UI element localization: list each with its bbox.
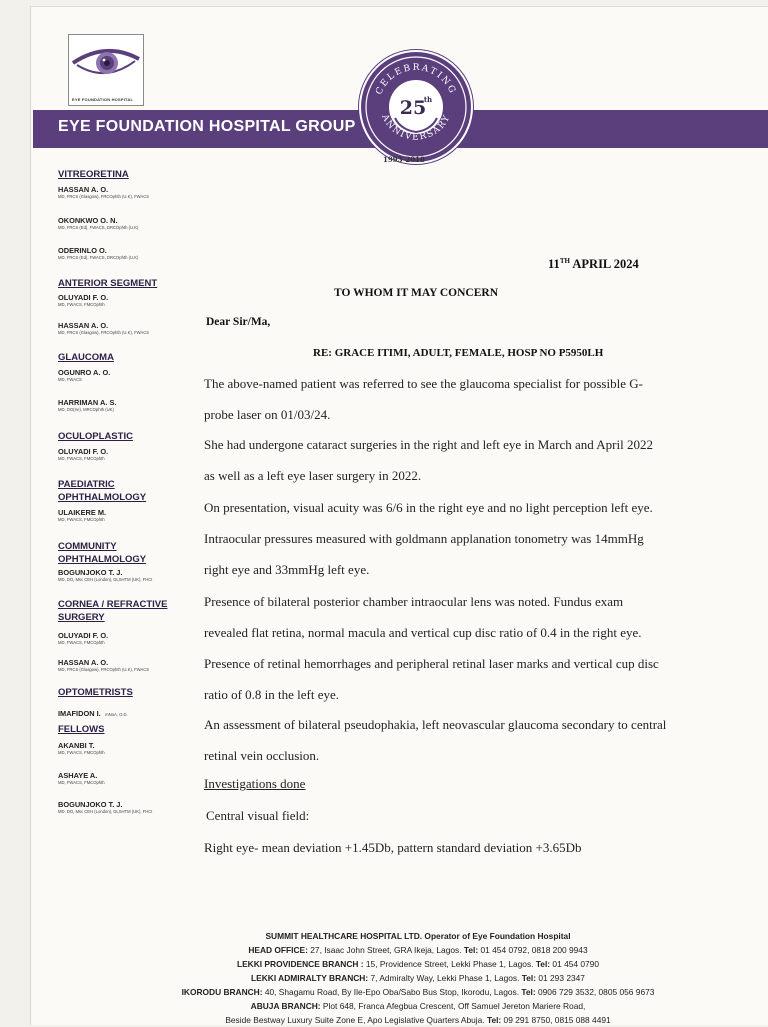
hospital-logo bbox=[68, 34, 144, 106]
footer-abuja: ABUJA BRANCH: Plot 648, Franca Afegbua Crescent, Off Samuel Jereton Mariere Road, bbox=[250, 1001, 586, 1011]
doctor-qualifications: MD, FWACS, FMCOphth bbox=[58, 780, 105, 785]
seal-bottom-text: ANNIVERSARY bbox=[379, 112, 453, 143]
date-month-year: APRIL 2024 bbox=[569, 257, 639, 272]
eye-logo-icon bbox=[71, 41, 141, 85]
group-title: EYE FOUNDATION HOSPITAL GROUP bbox=[58, 118, 356, 135]
salutation: Dear Sir/Ma, bbox=[206, 316, 271, 328]
section-anterior-segment: ANTERIOR SEGMENT bbox=[58, 278, 158, 289]
doctor-name: BOGUNJOKO T. J. bbox=[58, 568, 123, 577]
doctor-qualifications: MD, FRCS (Ed), FWACS, DRCOphth (U.K) bbox=[58, 255, 139, 260]
section-community: COMMUNITY bbox=[58, 541, 117, 552]
doctor-qualifications: MD, FWACS, FMCOphth bbox=[58, 302, 105, 307]
doctor-name: OLUYADI F. O. bbox=[58, 293, 109, 302]
to-whom-heading: TO WHOM IT MAY CONCERN bbox=[334, 287, 499, 299]
investigations-heading: Investigations done bbox=[204, 776, 306, 791]
doctor-name: AKANBI T. bbox=[58, 741, 95, 750]
doctor-name: HARRIMAN A. S. bbox=[58, 398, 117, 407]
footer-head-office: HEAD OFFICE: 27, Isaac John Street, GRA Ikeja, Lagos. Tel: 01 454 0792, 0818 200 9943 bbox=[248, 945, 588, 955]
subject-line: RE: GRACE ITIMI, ADULT, FEMALE, HOSP NO P5950LH bbox=[313, 347, 604, 359]
doctor-name: ODERINLO O. bbox=[58, 246, 107, 255]
doctor-qualifications: MD, FRCS (Ed), FWACS, DRCOphth (U.K) bbox=[58, 225, 139, 230]
doctor-name: ASHAYE A. bbox=[58, 771, 98, 780]
doctor-name: BOGUNJOKO T. J. bbox=[58, 800, 123, 809]
date-day: 11 bbox=[548, 257, 560, 272]
seal-number: 25 bbox=[399, 97, 427, 119]
section-cornea-2: SURGERY bbox=[58, 612, 105, 623]
section-community-2: OPHTHALMOLOGY bbox=[58, 554, 147, 565]
doctor-name: HASSAN A. O. bbox=[58, 185, 109, 194]
laurel-seal-icon bbox=[361, 52, 471, 162]
doctor-name: OLUYADI F. O. bbox=[58, 631, 109, 640]
paragraph-history: She had undergone cataract surgeries in the right and left eye in March and April 2022 as well as a left eye laser surgery in 2022. bbox=[204, 437, 653, 483]
paragraph-referral: The above-named patient was referred to see the glaucoma specialist for possible G- probe laser on 01/03/24. bbox=[204, 376, 643, 422]
section-paediatric: PAEDIATRIC bbox=[58, 479, 115, 490]
section-paediatric-2: OPHTHALMOLOGY bbox=[58, 492, 147, 503]
doctor-qualifications: MD, FWACS bbox=[58, 377, 82, 382]
paragraph-visual-acuity: On presentation, visual acuity was 6/6 in the right eye and no light perception left eye. bbox=[204, 500, 653, 515]
doctor-qualifications: MD, FRCS (Glasgow), FRCOphth (U.K), FWACS bbox=[58, 667, 150, 672]
doctor-qualifications: MD. DO, Msc CEH (London), DLSHTM (UK), FHCI bbox=[58, 809, 153, 814]
doctor-qualifications: MD, DO(Ire), MRCOphth (UK) bbox=[58, 407, 114, 412]
right-eye-result: Right eye- mean deviation +1.45Db, pattern standard deviation +3.65Db bbox=[204, 840, 582, 855]
paragraph-pressures: Intraocular pressures measured with goldmann applanation tonometry was 14mmHg right eye and 33mmHg left eye. bbox=[204, 531, 644, 577]
doctor-qualifications: mNoA, O.D. bbox=[105, 712, 128, 717]
doctor-name: HASSAN A. O. bbox=[58, 321, 109, 330]
doctor-name: ULAIKERE M. bbox=[58, 508, 107, 517]
doctor-qualifications: MD, FWACS, FMCOphth bbox=[58, 517, 105, 522]
doctor-name: OGUNRO A. O. bbox=[58, 368, 111, 377]
anniversary-seal bbox=[359, 50, 473, 164]
footer-lekki-admiralty: LEKKI ADMIRALTY BRANCH: 7, Admiralty Way, Lekki Phase 1, Lagos. Tel: 01 293 2347 bbox=[251, 973, 585, 983]
footer-addresses bbox=[118, 929, 718, 1027]
central-visual-field-label: Central visual field: bbox=[206, 808, 310, 823]
footer-abuja-2: Beside Bestway Luxury Suite Zone E, Apo Legislative Quarters Abuja. Tel: 09 291 8750, 0815 088 4491 bbox=[225, 1015, 611, 1025]
footer-lekki-providence: LEKKI PROVIDENCE BRANCH : 15, Providence Street, Lekki Phase 1, Lagos. Tel: 01 454 0790 bbox=[236, 959, 599, 969]
doctor-name: OKONKWO O. N. bbox=[58, 216, 118, 225]
doctor-qualifications: MD, FWACS, FMCOphth bbox=[58, 750, 105, 755]
doctor-qualifications: MD, FWACS, FMCOphth bbox=[58, 640, 105, 645]
section-cornea: CORNEA / REFRACTIVE bbox=[58, 599, 168, 610]
doctor-qualifications: MD, FRCS (Glasgow), FRCOphth (U.K), FWACS bbox=[58, 194, 150, 199]
logo-caption: EYE FOUNDATION HOSPITAL bbox=[72, 97, 134, 102]
doctor-qualifications: MD, FWACS, FMCOphth bbox=[58, 456, 105, 461]
section-glaucoma: GLAUCOMA bbox=[58, 352, 114, 363]
seal-top-text: CELEBRATING bbox=[374, 62, 458, 97]
section-oculoplastic: OCULOPLASTIC bbox=[58, 431, 133, 442]
letter-date bbox=[548, 257, 639, 272]
doctor-name: IMAFIDON I. bbox=[58, 709, 101, 718]
paragraph-right-fundus: Presence of bilateral posterior chamber intraocular lens was noted. Fundus exam revealed flat retina, normal macula and vertical cup disc ratio of 0.4 in the right eye. bbox=[204, 594, 642, 640]
doctor-name: OLUYADI F. O. bbox=[58, 447, 109, 456]
footer-operator: SUMMIT HEALTHCARE HOSPITAL LTD. Operator of Eye Foundation Hospital bbox=[265, 931, 571, 941]
date-suffix: TH bbox=[559, 257, 570, 265]
footer-ikorodu: IKORODU BRANCH: 40, Shagamu Road, By Ile-Epo Oba/Sabo Bus Stop, Ikorodu, Lagos. Tel: 0906 729 3532, 0805 056 9673 bbox=[181, 987, 655, 997]
seal-sup: th bbox=[423, 95, 433, 104]
paragraph-left-fundus: Presence of retinal hemorrhages and peripheral retinal laser marks and vertical cup disc ratio of 0.8 in the left eye. bbox=[204, 656, 659, 702]
section-vitreoretina: VITREORETINA bbox=[58, 169, 129, 180]
section-optometrists: OPTOMETRISTS bbox=[58, 687, 133, 698]
doctor-name: HASSAN A. O. bbox=[58, 658, 109, 667]
doctor-qualifications: MD, DO, Msc CEH (London), DLSHTM (UK), FHCI bbox=[58, 577, 153, 582]
paragraph-assessment: An assessment of bilateral pseudophakia, left neovascular glaucoma secondary to central retinal vein occlusion. bbox=[204, 717, 667, 763]
seal-years: 1993-2018 bbox=[383, 155, 425, 164]
section-fellows: FELLOWS bbox=[58, 724, 105, 735]
doctor-qualifications: MD, FRCS (Glasgow), FRCOphth (U.K), FWACS bbox=[58, 330, 150, 335]
